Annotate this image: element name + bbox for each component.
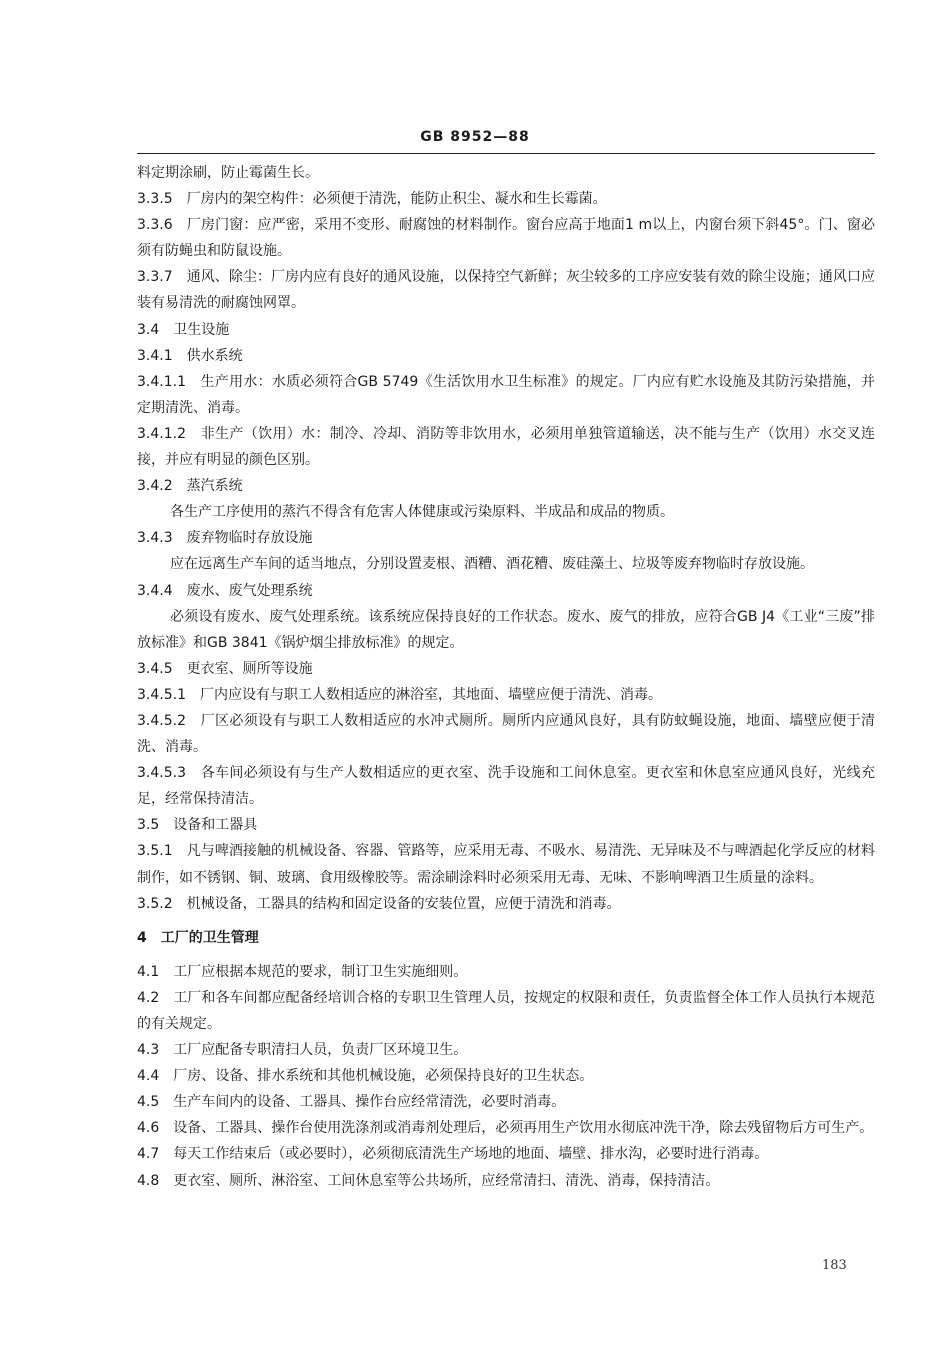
document-body bbox=[137, 160, 875, 1194]
clause-3-4-5-3: 3.4.5.3 各车间必须设有与生产人数相适应的更衣室、洗手设施和工间休息室。更衣室和休息室应通风良好，光线充足，经常保持清洁。 bbox=[137, 765, 875, 808]
clause-3-4-4-heading: 3.4.4 废水、废气处理系统 bbox=[137, 582, 313, 599]
page-header-standard-code: GB 8952—88 bbox=[420, 129, 530, 145]
clause-3-4-1-2: 3.4.1.2 非生产（饮用）水：制冷、冷却、消防等非饮用水，必须用单独管道输送，决不能与生产（饮用）水交叉连接，并应有明显的颜色区别。 bbox=[137, 425, 875, 469]
chapter-4-heading: 4 工厂的卫生管理 bbox=[137, 929, 259, 946]
clause-4-8: 4.8 更衣室、厕所、淋浴室、工间休息室等公共场所，应经常清扫、清洗、消毒，保持清洁。 bbox=[137, 1172, 720, 1189]
clause-3-4-5-heading: 3.4.5 更衣室、厕所等设施 bbox=[137, 660, 313, 677]
header-rule bbox=[137, 153, 875, 154]
paragraph-continuation: 料定期涂刷，防止霉菌生长。 bbox=[137, 165, 319, 181]
clause-3-4-5-1: 3.4.5.1 厂内应设有与职工人数相适应的淋浴室，其地面、墙壁应便于清洗、消毒。 bbox=[137, 686, 662, 703]
clause-4-6: 4.6 设备、工器具、操作台使用洗涤剂或消毒剂处理后，必须再用生产饮用水彻底冲洗干净，除去残留物后方可生产。 bbox=[137, 1120, 874, 1137]
clause-3-4-1-1: 3.4.1.1 生产用水：水质必须符合GB 5749《生活饮用水卫生标准》的规定。厂内应有贮水设施及其防污染措施，并定期清洗、消毒。 bbox=[137, 373, 875, 416]
clause-4-3: 4.3 工厂应配备专职清扫人员，负责厂区环境卫生。 bbox=[137, 1042, 468, 1059]
clause-3-4-5-2: 3.4.5.2 厂区必须设有与职工人数相适应的水冲式厕所。厕所内应通风良好，具有防蚊蝇设施，地面、墙壁应便于清洗、消毒。 bbox=[137, 712, 875, 756]
clause-3-3-7: 3.3.7 通风、除尘：厂房内应有良好的通风设施，以保持空气新鲜；灰尘较多的工序应安装有效的除尘设施；通风口应装有易清洗的耐腐蚀网罩。 bbox=[137, 269, 875, 312]
clause-4-5: 4.5 生产车间内的设备、工器具、操作台应经常清洗，必要时消毒。 bbox=[137, 1094, 566, 1111]
clause-3-4-2-heading: 3.4.2 蒸汽系统 bbox=[137, 478, 243, 495]
clause-3-5-2: 3.5.2 机械设备，工器具的结构和固定设备的安装位置，应便于清洗和消毒。 bbox=[137, 895, 621, 912]
page-number: 183 bbox=[822, 1258, 847, 1273]
section-3-5-heading: 3.5 设备和工器具 bbox=[137, 817, 258, 834]
clause-4-7: 4.7 每天工作结束后（或必要时），必须彻底清洗生产场地的地面、墙壁、排水沟，必要时进行消毒。 bbox=[137, 1146, 769, 1163]
clause-3-4-1-heading: 3.4.1 供水系统 bbox=[137, 347, 243, 364]
clause-4-4: 4.4 厂房、设备、排水系统和其他机械设施，必须保持良好的卫生状态。 bbox=[137, 1068, 594, 1085]
section-3-4-heading: 3.4 卫生设施 bbox=[137, 321, 230, 338]
clause-3-5-1: 3.5.1 凡与啤酒接触的机械设备、容器、管路等，应采用无毒、不吸水、易清洗、无异味及不与啤酒起化学反应的材料制作，如不锈钢、铜、玻璃、食用级橡胶等。需涂刷涂料时必须采用无毒、无味、不影响啤酒卫生质量的涂料。 bbox=[137, 843, 875, 886]
clause-4-1: 4.1 工厂应根据本规范的要求，制订卫生实施细则。 bbox=[137, 963, 468, 980]
clause-3-3-5: 3.3.5 厂房内的架空构件：必须便于清洗，能防止积尘、凝水和生长霉菌。 bbox=[137, 191, 607, 208]
clause-3-4-2-body: 各生产工序使用的蒸汽不得含有危害人体健康或污染原料、半成品和成品的物质。 bbox=[170, 504, 674, 521]
clause-3-4-3-heading: 3.4.3 废弃物临时存放设施 bbox=[137, 530, 313, 547]
clause-3-4-3-body: 应在远离生产车间的适当地点，分别设置麦根、酒糟、酒花糟、废硅藻土、垃圾等废弃物临时存放设施。 bbox=[170, 556, 814, 573]
clause-3-3-6: 3.3.6 厂房门窗：应严密，采用不变形、耐腐蚀的材料制作。窗台应高于地面1 m以上，内窗台须下斜45°。门、窗必须有防蝇虫和防鼠设施。 bbox=[137, 217, 875, 260]
clause-4-2: 4.2 工厂和各车间都应配备经培训合格的专职卫生管理人员，按规定的权限和责任，负责监督全体工作人员执行本规范的有关规定。 bbox=[137, 989, 875, 1032]
clause-3-4-4-body: 必须设有废水、废气处理系统。该系统应保持良好的工作状态。废水、废气的排放，应符合GB J4《工业“三废”排放标准》和GB 3841《锅炉烟尘排放标准》的规定。 bbox=[137, 608, 875, 651]
